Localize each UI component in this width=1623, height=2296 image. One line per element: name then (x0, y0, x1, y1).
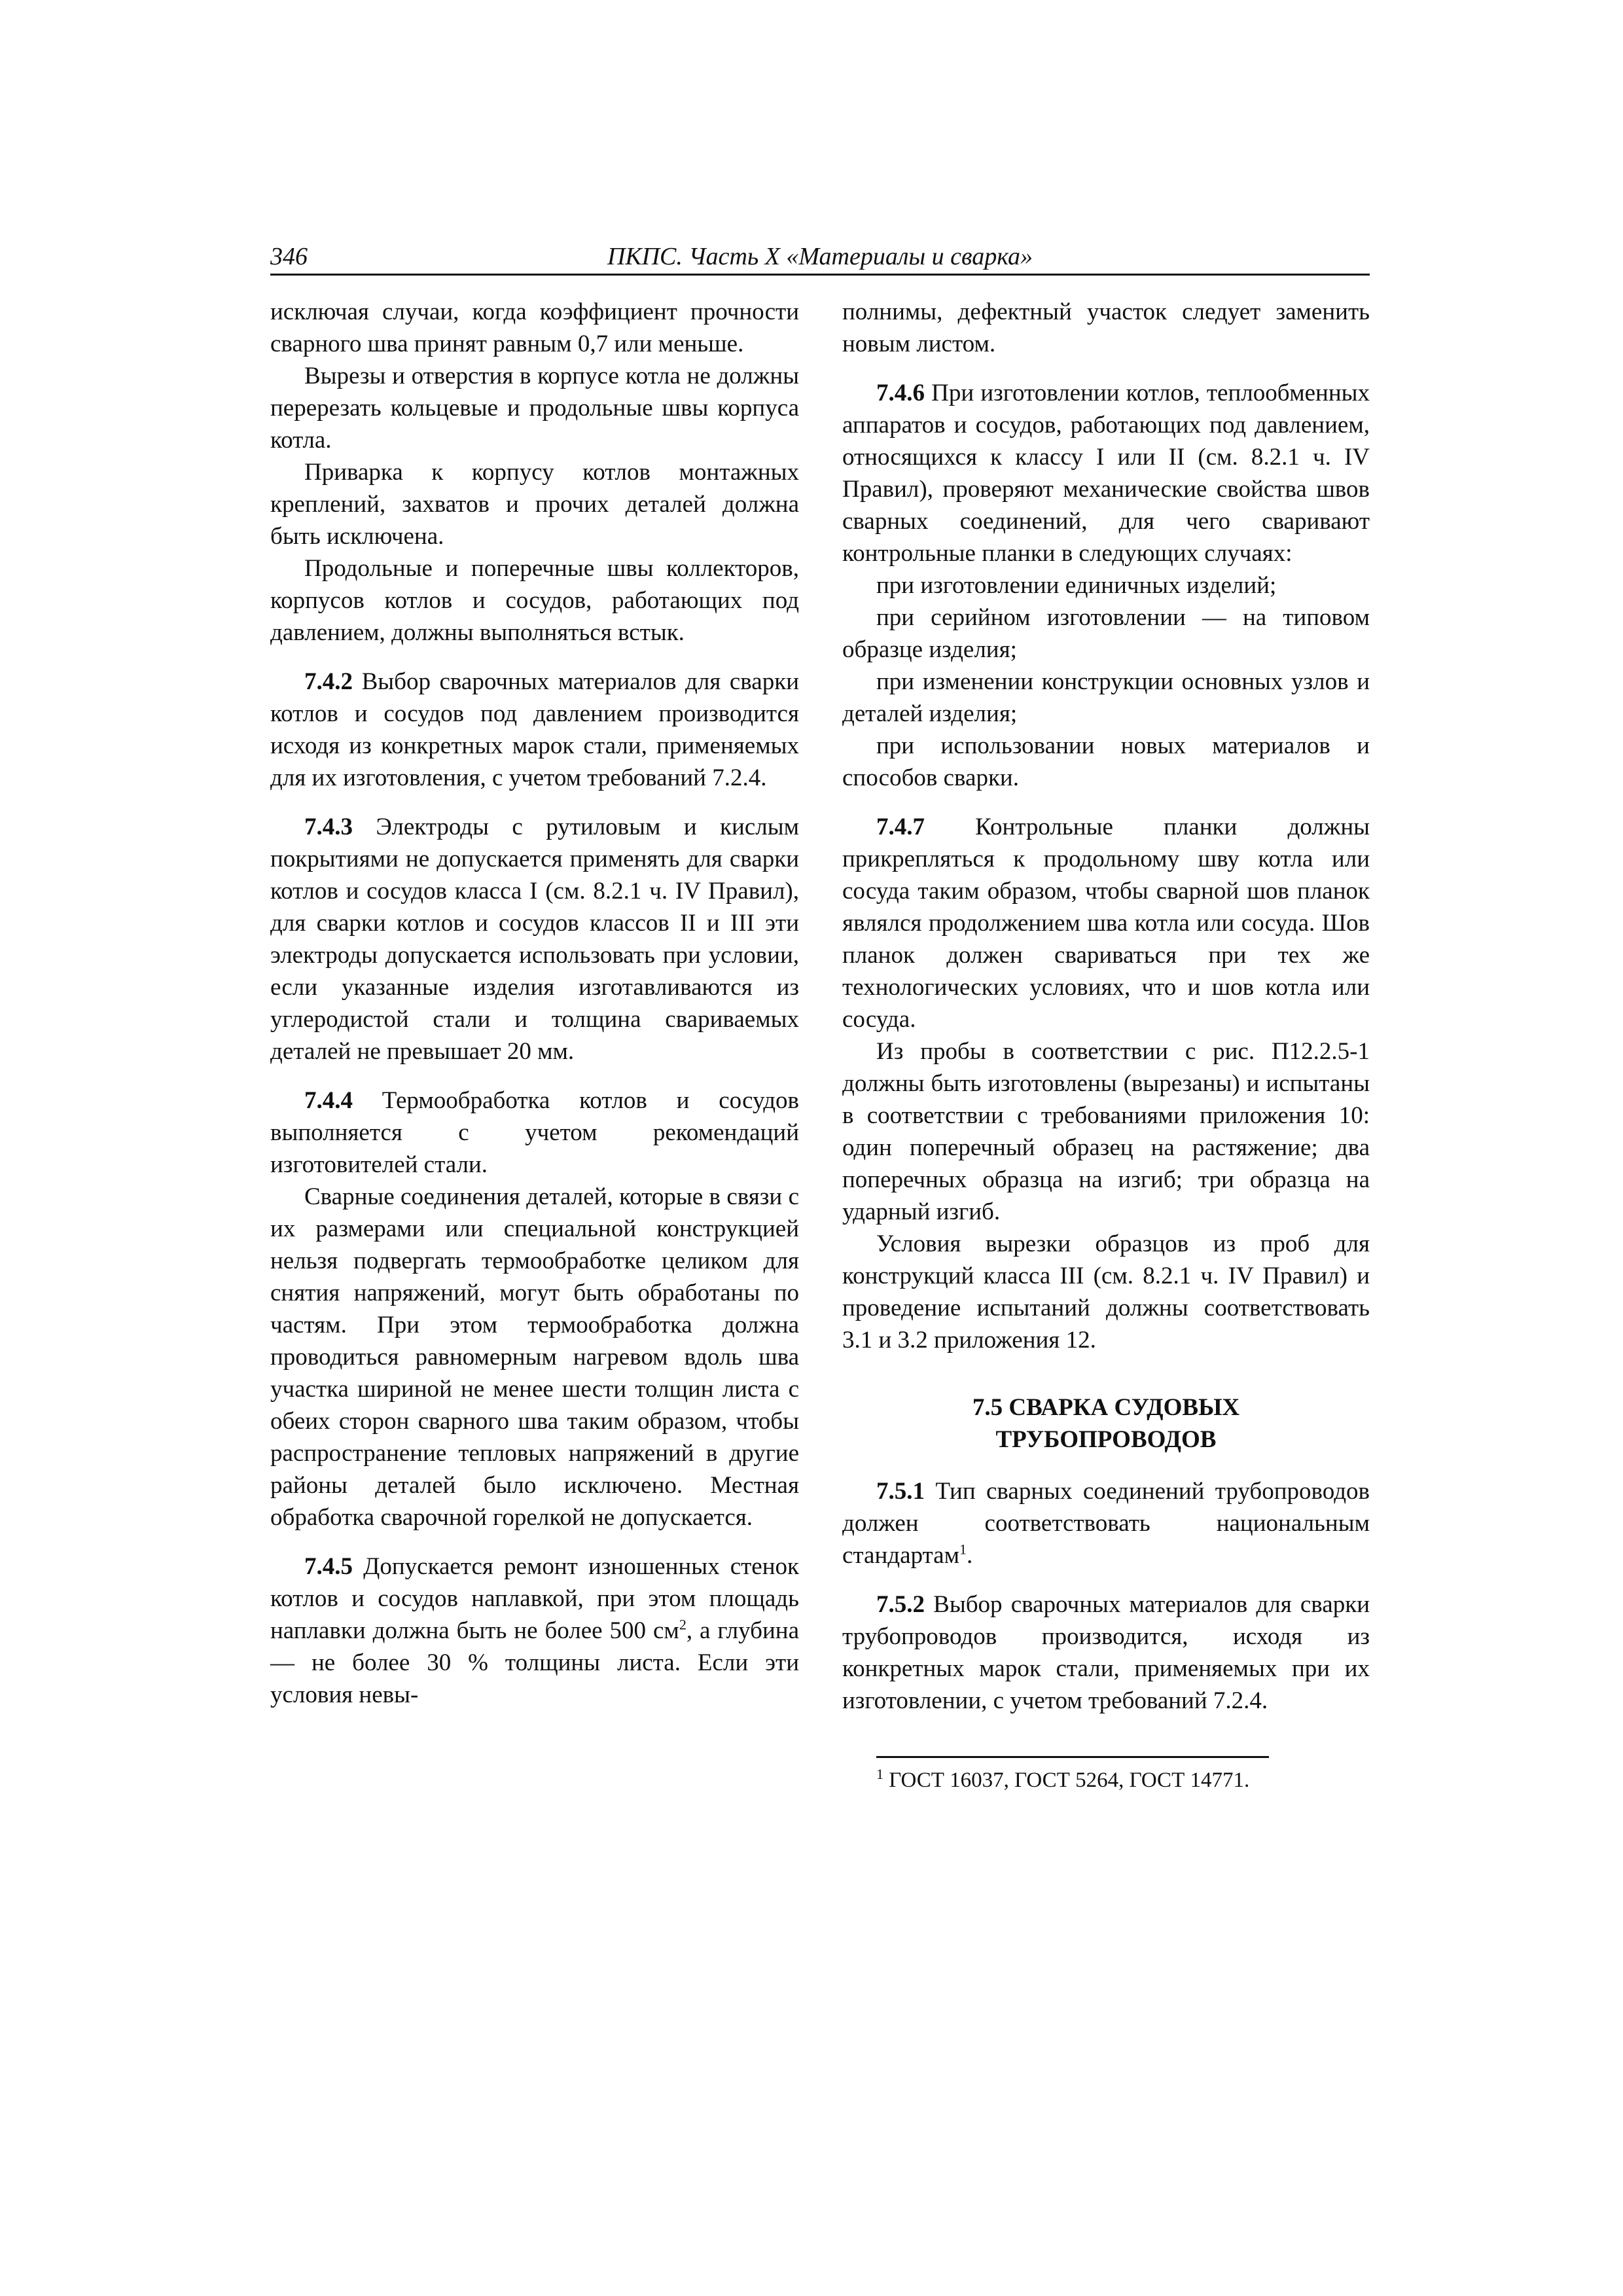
paragraph: Из пробы в соответствии с рис. П12.2.5-1 должны быть изготовлены (вырезаны) и испытаны в соответствии с требованиями приложения 10: один поперечный образец на растяжение; два поперечных образца на изгиб; три образца на ударный изгиб. (842, 1038, 1370, 1225)
clause-number: 7.4.5 (304, 1553, 353, 1580)
superscript: 2 (679, 1616, 687, 1633)
clause-number: 7.4.4 (304, 1087, 353, 1114)
clause-7-4-6 (842, 377, 1370, 569)
clause-number: 7.4.3 (304, 814, 353, 840)
footnote (842, 1766, 1370, 1795)
clause-text: Выбор сварочных материалов для сварки котлов и сосудов под давлением производится исходя из конкретных марок стали, применяемых для их изготовления, с учетом требований 7.2.4. (270, 668, 799, 791)
clause-7-4-2 (270, 666, 799, 794)
clause-text: . (966, 1542, 973, 1569)
clause-7-4-7 (842, 811, 1370, 1035)
clause-number: 7.5.1 (876, 1478, 925, 1505)
page-number: 346 (270, 243, 308, 270)
paragraph: Сварные соединения деталей, которые в связи с их размерами или специальной конструкцией нельзя подвергать термообработке целиком для снятия напряжений, могут быть обработаны по частям. При этом термообработка должна проводиться равномерным нагревом вдоль шва участка шириной не менее шести толщин листа с обеих сторон сварного шва таким образом, чтобы распространение тепловых напряжений в другие районы деталей было исключено. Местная обработка сварочной горелкой не допускается. (270, 1183, 799, 1531)
clause-7-4-3 (270, 811, 799, 1067)
section-heading-line: 7.5 СВАРКА СУДОВЫХ (972, 1394, 1240, 1421)
list-item: при использовании новых материалов и способов сварки. (842, 732, 1370, 791)
clause-number: 7.4.6 (876, 380, 925, 406)
paragraph: Продольные и поперечные швы коллекторов, корпусов котлов и сосудов, работающих под давлением, должны выполняться встык. (270, 555, 799, 646)
paragraph: Приварка к корпусу котлов монтажных креплений, захватов и прочих деталей должна быть исключена. (270, 459, 799, 550)
left-column (270, 296, 799, 1711)
clause-text: Допускается ремонт изношенных стенок котлов и сосудов наплавкой, при этом площадь наплавки должна быть не более 500 см (270, 1553, 799, 1644)
list-item: при изменении конструкции основных узлов и деталей изделия; (842, 668, 1370, 727)
clause-text: Контрольные планки должны прикрепляться к продольному шву котла или сосуда таким образом, чтобы сварной шов планок являлся продолжением шва котла или сосуда. Шов планок должен свариваться при тех же технологических условиях, что и шов котла или сосуда. (842, 814, 1370, 1033)
list-item: при серийном изготовлении — на типовом образце изделия; (842, 604, 1370, 663)
section-heading (842, 1391, 1370, 1456)
clause-7-4-5 (270, 1551, 799, 1711)
running-title: ПКПС. Часть X «Материалы и сварка» (607, 243, 1033, 270)
clause-number: 7.4.2 (304, 668, 353, 695)
clause-7-5-1 (842, 1475, 1370, 1571)
clause-text: Тип сварных соединений трубопроводов должен соответствовать национальным стандартам (842, 1478, 1370, 1569)
clause-text: Термообработка котлов и сосудов выполняется с учетом рекомендаций изготовителей стали. (270, 1087, 799, 1178)
clause-7-5-2 (842, 1588, 1370, 1717)
footnote-reference: 1 (959, 1541, 967, 1558)
list-item: при изготовлении единичных изделий; (876, 572, 1277, 599)
clause-text: Выбор сварочных материалов для сварки трубопроводов производится, исходя из конкретных марок стали, применяемых при их изготовлении, с учетом требований 7.2.4. (842, 1591, 1370, 1714)
paragraph: Вырезы и отверстия в корпусе котла не должны перерезать кольцевые и продольные швы корпуса котла. (270, 363, 799, 454)
clause-number: 7.5.2 (876, 1591, 925, 1618)
right-column (842, 296, 1370, 1795)
paragraph: полнимы, дефектный участок следует заменить новым листом. (842, 298, 1370, 357)
clause-text: Электроды с рутиловым и кислым покрытиями не допускается применять для сварки котлов и сосудов класса I (см. 8.2.1 ч. IV Правил), для сварки котлов и сосудов классов II и III эти электроды допускается использовать при условии, если указанные изделия изготавливаются из углеродистой стали и толщина свариваемых деталей не превышает 20 мм. (270, 814, 799, 1065)
footnote-text: ГОСТ 16037, ГОСТ 5264, ГОСТ 14771. (883, 1768, 1250, 1792)
clause-7-4-4 (270, 1085, 799, 1181)
clause-text: При изготовлении котлов, теплообменных аппаратов и сосудов, работающих под давлением, относящихся к классу I или II (см. 8.2.1 ч. IV Правил), проверяют механические свойства швов сварных соединений, для чего сваривают контрольные планки в следующих случаях: (842, 380, 1370, 567)
footnote-mark: 1 (876, 1766, 883, 1782)
clause-text: , а глубина — не более 30 % толщины листа. Если эти условия невы- (270, 1617, 799, 1708)
page-header (270, 241, 1370, 276)
paragraph: исключая случаи, когда коэффициент прочности сварного шва принят равным 0,7 или меньше. (270, 298, 799, 357)
section-heading-line: ТРУБОПРОВОДОВ (995, 1426, 1217, 1453)
paragraph: Условия вырезки образцов из проб для конструкций класса III (см. 8.2.1 ч. IV Правил) и проведение испытаний должны соответствовать 3.1 и 3.2 приложения 12. (842, 1230, 1370, 1354)
clause-number: 7.4.7 (876, 814, 925, 840)
footnote-divider (876, 1756, 1269, 1758)
